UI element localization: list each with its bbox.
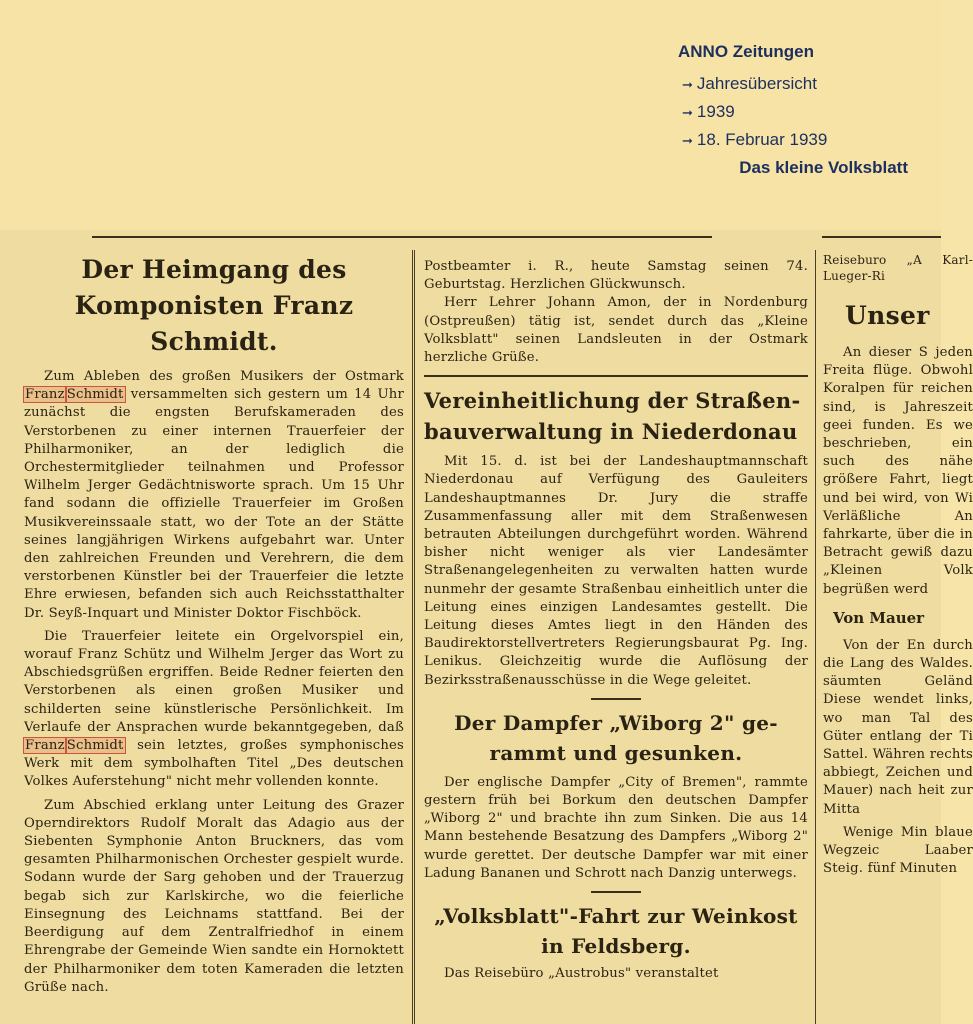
article-paragraph: Mit 15. d. ist bei der Landeshauptmannschaft Niederdonau auf Verfügung des Gauleiters Landeshauptmannes Dr. Jury die straffe Zusammenfassung aller mit dem Straßenwesen betrauten Abteilungen durchgeführt worden. Während bisher nicht weniger als vier Landesämter Straßenangelegenheiten zu verwalten hatten wurde nunmehr der gesamte Straßenbau einheitlich unter die Leitung eines einzigen Landesamtes gestellt. Die Leitung dieses Amtes liegt in den Händen des Baudirektorstellvertreters Regierungsbaurat Pg. Ing. Lenikus. Gleichzeitig wurde die Auflösung der Bezirksstraßenausschüsse in die Wege geleitet. [424, 454, 808, 688]
breadcrumb-label[interactable]: 1939 [696, 102, 735, 121]
article-paragraph: Herr Lehrer Johann Amon, der in Nordenburg (Ostpreußen) tätig ist, sendet durch das „Kleine Volksblatt" seinen Landsleuten in der Ostmark herzliche Grüße. [424, 295, 808, 366]
search-hit-highlight[interactable]: Schmidt [66, 738, 124, 754]
breadcrumb [678, 42, 908, 178]
article-headline: Unser [845, 301, 930, 330]
article-subheadline: Von Mauer [833, 608, 925, 627]
newspaper-scan [0, 230, 973, 1024]
article-headline: in Feldsberg. [541, 934, 691, 959]
breadcrumb-item-date[interactable] [678, 126, 908, 154]
column-right [823, 252, 973, 878]
article-paragraph: Das Reisebüro „Austrobus" veranstaltet [444, 966, 719, 982]
column-right-clip [820, 230, 973, 1024]
breadcrumb-label[interactable]: 18. Februar 1939 [696, 130, 828, 149]
article-paragraph: An dieser S jeden Freita flüge. Obwohl Koralpen für reichen sind, is Jahreszeit geei funden. Es we beschrieben, ein such des nähe größere Fahrt, liegt und bei wird, von Wi Verläßliche An fahrkarte, über die in Betracht gewiß dazu „Kleinen Volk begrüßen werd [823, 345, 973, 597]
column-divider [815, 250, 816, 1024]
section-rule [424, 375, 808, 377]
article-heimgang [24, 252, 404, 997]
article-headline: Vereinheitlichung der Straßen- [424, 388, 801, 414]
search-hit-highlight[interactable]: Franz [25, 738, 65, 754]
column-middle [424, 258, 808, 983]
article-paragraph: Die Trauerfeier leitete ein Orgelvorspiel ein, worauf Franz Schütz und Wilhelm Jerger das Wort zu Abschiedsgrüßen ergriffen. Beide Redner feierten den Verstorbenen als einen großen Musiker und schilderten seine künstlerische Persönlichkeit. Im Verlaufe der Ansprachen wurde bekanntgegeben, daß Franz Schmidt sein letztes, großes symphonisches Werk mit dem symbolhaften Titel „Des deutschen Volkes Auferstehung" nicht mehr vollenden konnte. [24, 628, 404, 790]
breadcrumb-label[interactable]: Jahresübersicht [696, 74, 817, 93]
arrow-right-icon: ➞ [682, 105, 693, 120]
article-headline: Der Heimgang des [81, 255, 347, 284]
article-headline: „Volksblatt"-Fahrt zur Weinkost [434, 904, 798, 929]
column-divider [412, 250, 413, 1024]
article-headline: bauverwaltung in Niederdonau [424, 419, 798, 445]
article-headline: Der Dampfer „Wiborg 2" ge- [454, 710, 778, 735]
article-paragraph: Wenige Min blaue Wegzeic Laaber Steig. fünf Minuten [823, 824, 973, 877]
article-paragraph: Reiseburo „A Karl-Lueger-Ri [823, 253, 973, 283]
article-paragraph: Zum Abschied erklang unter Leitung des Grazer Operndirektors Rudolf Moralt das Adagio aus der Siebenten Symphonie Anton Bruckners, das vom gesamten Philharmonischen Orchester gespielt wurde. Sodann wurde der Sarg gehoben und der Trauerzug begab sich zur Karlskirche, wo die feierliche Einsegnung des Leichnams stattfand. Bei der Beerdigung auf dem Zentralfriedhof in einem Ehrengrabe der Gemeinde Wien sandte ein Hornoktett der Philharmoniker dem toten Kameraden die letzten Grüße nach. [24, 797, 404, 995]
article-paragraph: Der englische Dampfer „City of Bremen", rammte gestern früh bei Borkum den deutschen Dampfer „Wiborg 2" und brachte ihn zum Sinken. Die aus 14 Mann bestehende Besatzung des Dampfers „Wiborg 2" wurde gerettet. Der deutsche Dampfer war mit einer Ladung Bananen und Schrott nach Danzig unterwegs. [424, 774, 808, 881]
newspaper-title[interactable]: Das kleine Volksblatt [739, 158, 908, 177]
section-rule [591, 698, 641, 700]
article-paragraph: Von der En durch die Lang des Waldes. säumten Geländ Diese wendet links, wo man Tal des Güter entlang der Ti Sattel. Währen rechts abbiegt, Zeichen und Mauer) nach heit zur Mitta [823, 637, 973, 817]
article-headline: rammt und gesunken. [489, 740, 743, 765]
article-headline: Komponisten Franz Schmidt. [74, 291, 354, 356]
article-paragraph: Postbeamter i. R., heute Samstag seinen 74. Geburtstag. Herzlichen Glückwunsch. [424, 259, 808, 293]
column-divider [414, 250, 415, 1024]
site-title-link[interactable]: ANNO Zeitungen [678, 42, 814, 61]
top-rule [92, 236, 712, 238]
arrow-right-icon: ➞ [682, 133, 693, 148]
search-hit-highlight[interactable]: Schmidt [66, 387, 124, 403]
breadcrumb-item-years[interactable] [678, 70, 908, 98]
section-rule [591, 891, 641, 893]
arrow-right-icon: ➞ [682, 77, 693, 92]
article-paragraph: Zum Ableben des großen Musikers der Ostmark Franz Schmidt versammelten sich gestern um 14 Uhr zunächst die engsten Berufskameraden des Verstorbenen zu einer internen Trauerfeier der Philharmoniker, an der lediglich die Orchestermitglieder teilnahmen und Professor Wilhelm Jerger Gedächtnisworte sprach. Um 15 Uhr fand sodann die offizielle Trauerfeier im Großen Musikvereinssaale statt, wo der Tote an der Stätte seines langjährigen Wirkens aufgebahrt war. Unter den zahlreichen Freunden und Verehrern, die dem verstorbenen Künstler bei der Trauerfeier die letzte Ehre erwiesen, befanden sich auch Reichsstatthalter Dr. Seyß-Inquart und Minister Doktor Fischböck. [24, 369, 404, 621]
search-hit-highlight[interactable]: Franz [25, 387, 65, 403]
breadcrumb-item-year[interactable] [678, 98, 908, 126]
